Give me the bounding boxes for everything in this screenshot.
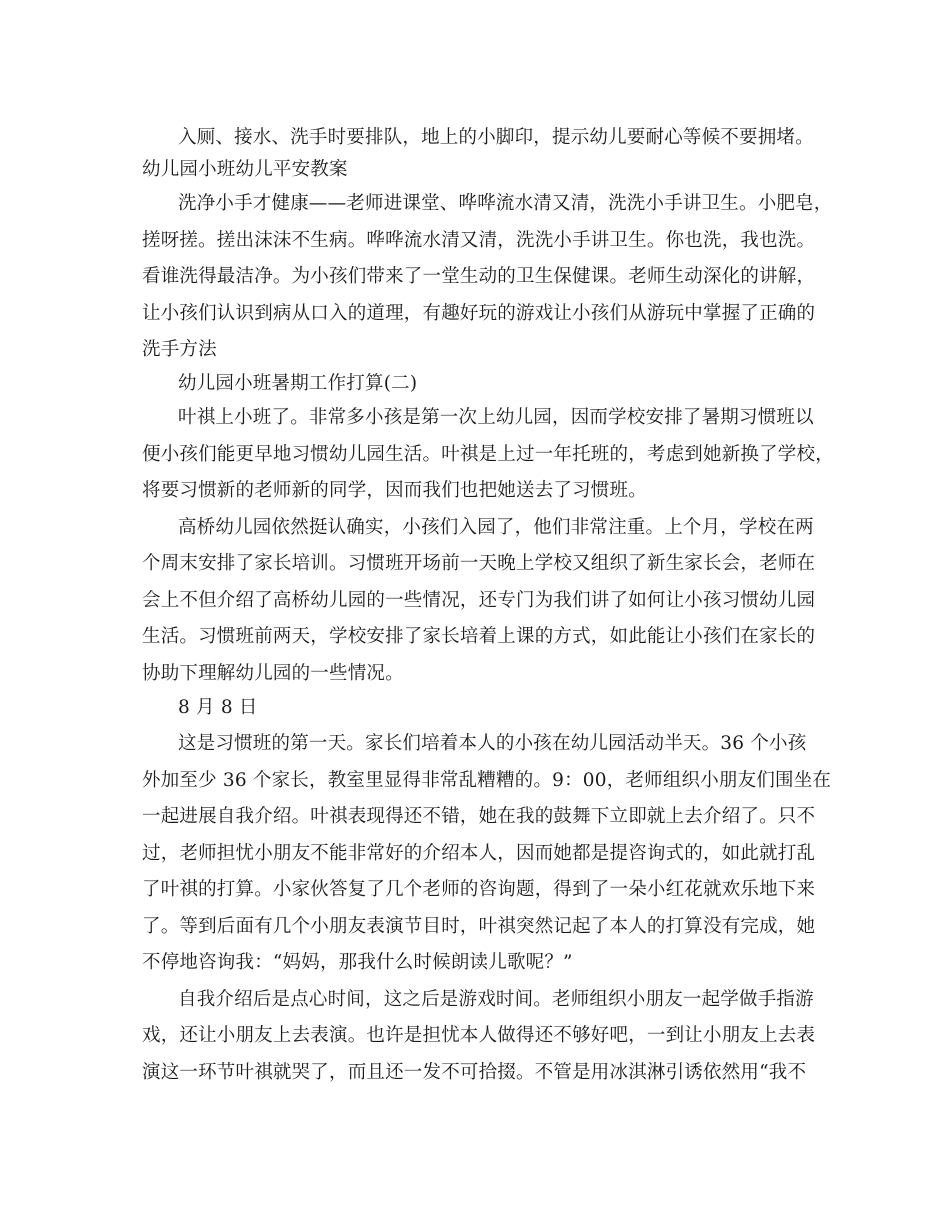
text-line: 过，老师担忧小朋友不能非常好的介绍本人，因而她都是提咨询式的，如此就打乱 xyxy=(142,843,816,864)
text-line: 洗净小手才健康——老师进课堂、哗哗流水清又清，洗洗小手讲卫生。小肥皂， xyxy=(178,193,833,214)
text-line: 高桥幼儿园依然挺认确实，小孩们入园了，他们非常注重。上个月，学校在两 xyxy=(178,517,814,538)
text-line: 将要习惯新的老师新的同学，因而我们也把她送去了习惯班。 xyxy=(142,480,647,501)
text-line: 便小孩们能更早地习惯幼儿园生活。叶祺是上过一年托班的，考虑到她新换了学校， xyxy=(142,444,834,465)
text-line: 洗手方法 xyxy=(142,339,217,360)
text-line: 叶祺上小班了。非常多小孩是第一次上幼儿园，因而学校安排了暑期习惯班以 xyxy=(178,407,814,428)
text-line: 演这一环节叶祺就哭了，而且还一发不可拾掇。不管是用冰淇淋引诱依然用“我不 xyxy=(142,1062,807,1083)
section-heading: 幼儿园小班暑期工作打算(二) xyxy=(178,373,418,394)
text-line: 生活。习惯班前两天，学校安排了家长培着上课的方式，如此能让小孩们在家长的 xyxy=(142,626,816,647)
text-line: 搓呀搓。搓出沫沫不生病。哗哗流水清又清，洗洗小手讲卫生。你也洗，我也洗。 xyxy=(142,230,816,251)
text-line: 了。等到后面有几个小朋友表演节目时，叶祺突然记起了本人的打算没有完成，她 xyxy=(142,916,816,937)
text-line: 不停地咨询我：“妈妈，那我什么时候朗读儿歌呢？” xyxy=(142,952,573,973)
text-line: 协助下理解幼儿园的一些情况。 xyxy=(142,663,404,684)
text-line: 一起进展自我介绍。叶祺表现得还不错，她在我的鼓舞下立即就上去介绍了。只不 xyxy=(142,806,816,827)
text-line: 让小孩们认识到病从口入的道理，有趣好玩的游戏让小孩们从游玩中掌握了正确的 xyxy=(142,303,816,324)
text-line: 入厕、接水、洗手时要排队，地上的小脚印，提示幼儿要耐心等候不要拥堵。 xyxy=(178,127,814,148)
date-heading: 8 月 8 日 xyxy=(178,697,258,718)
text-line: 外加至少 36 个家长，教室里显得非常乱糟糟的。9：00，老师组织小朋友们围坐在 xyxy=(142,770,832,791)
text-line: 会上不但介绍了高桥幼儿园的一些情况，还专门为我们讲了如何让小孩习惯幼儿园 xyxy=(142,590,816,611)
text-line: 戏，还让小朋友上去表演。也许是担忧本人做得还不够好吧，一到让小朋友上去表 xyxy=(142,1025,816,1046)
text-line: 个周末安排了家长培训。习惯班开场前一天晚上学校又组织了新生家长会，老师在 xyxy=(142,553,816,574)
text-line: 看谁洗得最洁净。为小孩们带来了一堂生动的卫生保健课。老师生动深化的讲解， xyxy=(142,266,816,287)
text-line: 了叶祺的打算。小家伙答复了几个老师的咨询题，得到了一朵小红花就欢乐地下来 xyxy=(142,879,816,900)
text-line: 这是习惯班的第一天。家长们培着本人的小孩在幼儿园活动半天。36 个小孩 xyxy=(178,733,807,754)
text-line: 自我介绍后是点心时间，这之后是游戏时间。老师组织小朋友一起学做手指游 xyxy=(178,989,814,1010)
section-heading: 幼儿园小班幼儿平安教案 xyxy=(142,159,348,180)
